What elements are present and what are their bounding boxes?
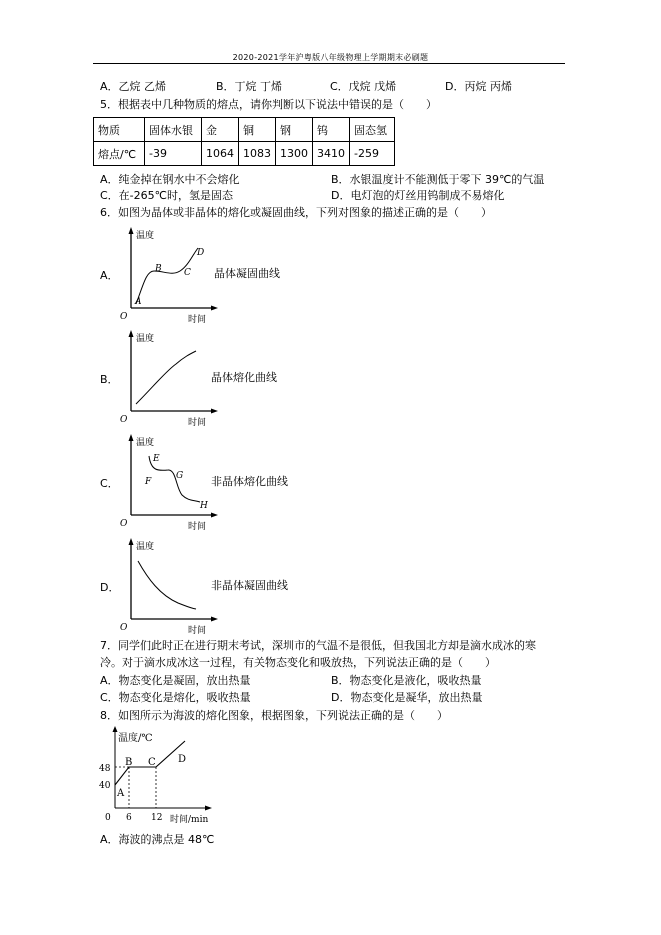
y-axis-label: 温度/℃ <box>118 733 153 744</box>
q8-option-a[interactable]: A．海波的沸点是 48℃ <box>100 833 215 846</box>
graph-a <box>118 226 218 326</box>
point-label: B <box>155 264 162 274</box>
q5-option-b[interactable]: B．水银温度计不能测低于零下 39℃的气温 <box>331 173 545 186</box>
q5-option-c[interactable]: C．在-265℃时，氢是固态 <box>100 189 233 202</box>
point-label: H <box>200 501 208 511</box>
haibo-melting-graph <box>96 725 226 830</box>
q6-option-b-label[interactable]: B． <box>100 373 119 386</box>
graph-c <box>118 433 218 533</box>
point-label: C <box>148 757 156 768</box>
q4-option-d[interactable]: D．丙烷 丙烯 <box>445 80 512 93</box>
q6-option-c-label[interactable]: C． <box>100 477 119 490</box>
q4-option-c[interactable]: C．戊烷 戊烯 <box>330 80 397 93</box>
y-axis-label: 温度 <box>136 334 155 344</box>
table-cell: 固态氢 <box>350 118 395 142</box>
q4-option-b[interactable]: B．丁烷 丁烯 <box>216 80 283 93</box>
q6-option-c-caption: 非晶体熔化曲线 <box>211 475 288 488</box>
table-cell: 钢 <box>276 118 313 142</box>
q5-stem: 5．根据表中几种物质的熔点，请你判断以下说法中错误的是（ ） <box>100 98 437 111</box>
q7-option-b[interactable]: B．物态变化是液化，吸收热量 <box>331 674 482 687</box>
y-axis-label: 温度 <box>136 438 155 448</box>
y-axis-label: 温度 <box>136 231 155 241</box>
origin-label: O <box>120 623 128 633</box>
table-cell: 铜 <box>239 118 276 142</box>
x-axis-label: 时间 <box>188 315 207 325</box>
point-label: G <box>176 471 184 481</box>
q6-stem: 6．如图为晶体或非晶体的熔化或凝固曲线，下列对图象的描述正确的是（ ） <box>100 206 492 219</box>
point-label: D <box>178 754 187 765</box>
q6-option-a-caption: 晶体凝固曲线 <box>214 267 280 280</box>
table-cell: 固体水银 <box>145 118 202 142</box>
x-axis-label: 时间/min <box>170 815 209 825</box>
q6-option-d-caption: 非晶体凝固曲线 <box>211 579 288 592</box>
graph-b <box>118 329 218 429</box>
point-label: E <box>153 454 160 464</box>
point-label: C <box>184 268 191 278</box>
y-tick-label: 40 <box>99 781 111 791</box>
point-label: A <box>135 297 142 307</box>
table-cell: 物质 <box>94 118 145 142</box>
header-rule <box>93 63 565 64</box>
table-cell: 3410 <box>313 142 350 166</box>
q7-stem-line2: 冷。对于滴水成冰这一过程，有关物态变化和吸放热，下列说法正确的是（ ） <box>100 656 496 669</box>
origin-label: O <box>120 519 128 529</box>
table-cell: 金 <box>202 118 239 142</box>
q7-option-c[interactable]: C．物态变化是熔化，吸收热量 <box>100 691 251 704</box>
origin-label: O <box>120 415 128 425</box>
point-label: B <box>125 757 133 768</box>
x-tick-label: 6 <box>126 813 132 823</box>
table-row <box>94 142 395 166</box>
origin-label: O <box>120 312 128 322</box>
origin-label: 0 <box>105 813 111 823</box>
point-label: D <box>197 248 205 258</box>
q7-option-a[interactable]: A．物态变化是凝固，放出热量 <box>100 674 251 687</box>
point-label: A <box>117 788 125 799</box>
q7-stem-line1: 7．同学们此时正在进行期末考试，深圳市的气温不是很低，但我国北方却是滴水成冰的寒 <box>100 639 536 652</box>
table-cell: -259 <box>350 142 395 166</box>
x-axis-label: 时间 <box>188 626 207 636</box>
q5-option-d[interactable]: D．电灯泡的灯丝用钨制成不易熔化 <box>331 189 505 202</box>
table-cell: 熔点/℃ <box>94 142 145 166</box>
q6-option-d-label[interactable]: D． <box>100 581 120 594</box>
q7-option-d[interactable]: D．物态变化是凝华，放出热量 <box>331 691 483 704</box>
x-axis-label: 时间 <box>188 418 207 428</box>
table-cell: 钨 <box>313 118 350 142</box>
x-axis-label: 时间 <box>188 522 207 532</box>
table-cell: -39 <box>145 142 202 166</box>
q6-option-b-caption: 晶体熔化曲线 <box>211 371 277 384</box>
q4-option-a[interactable]: A．乙烷 乙烯 <box>100 80 167 93</box>
q8-stem: 8．如图所示为海波的熔化图象，根据图象，下列说法正确的是（ ） <box>100 709 448 722</box>
graph-d <box>118 537 218 637</box>
table-row <box>94 118 395 142</box>
page-header: 2020-2021学年沪粤版八年级物理上学期期末必刷题 <box>232 53 429 62</box>
q5-option-a[interactable]: A．纯金掉在钢水中不会熔化 <box>100 173 240 186</box>
y-tick-label: 48 <box>99 764 111 774</box>
point-label: F <box>145 477 152 487</box>
melting-point-table <box>93 117 395 166</box>
table-cell: 1064 <box>202 142 239 166</box>
y-axis-label: 温度 <box>136 542 155 552</box>
table-cell: 1083 <box>239 142 276 166</box>
x-tick-label: 12 <box>151 813 163 823</box>
q6-option-a-label[interactable]: A． <box>100 269 119 282</box>
table-cell: 1300 <box>276 142 313 166</box>
